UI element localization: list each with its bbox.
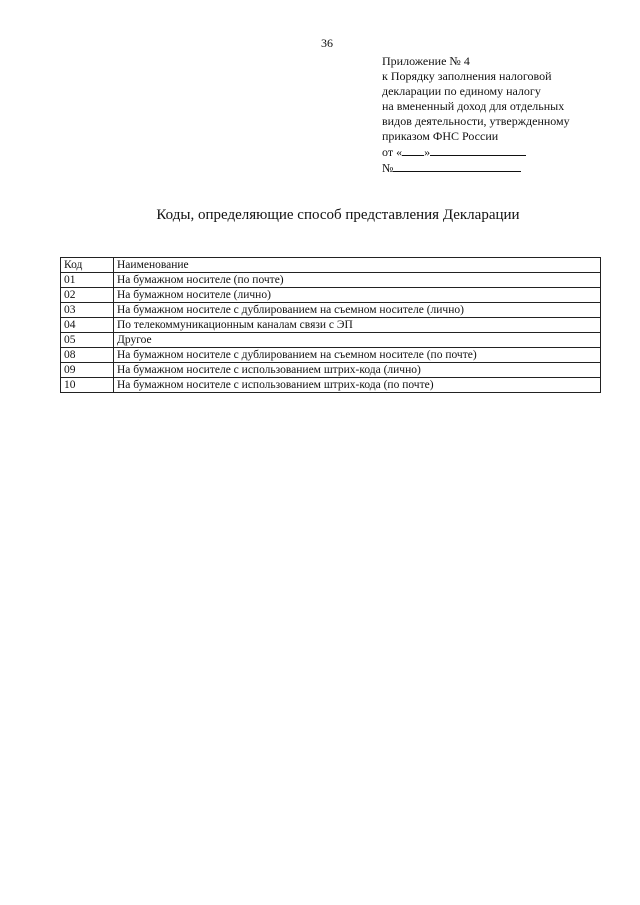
- row-code: 04: [61, 318, 114, 333]
- table-row: [61, 318, 601, 333]
- row-code: 03: [61, 303, 114, 318]
- row-name: На бумажном носителе с использованием штрих-кода (лично): [114, 363, 601, 378]
- table-row: [61, 303, 601, 318]
- date-mid: »: [424, 145, 431, 159]
- table-row: [61, 363, 601, 378]
- row-name: Другое: [114, 333, 601, 348]
- appendix-title: Приложение № 4: [382, 54, 470, 68]
- row-name: На бумажном носителе с использованием штрих-кода (по почте): [114, 378, 601, 393]
- row-name: На бумажном носителе (лично): [114, 288, 601, 303]
- row-code: 10: [61, 378, 114, 393]
- table-header-row: [61, 258, 601, 273]
- table-row: [61, 378, 601, 393]
- row-name: На бумажном носителе с дублированием на съемном носителе (по почте): [114, 348, 601, 363]
- row-code: 05: [61, 333, 114, 348]
- table-row: [61, 288, 601, 303]
- appendix-block: [382, 54, 632, 176]
- table-row: [61, 333, 601, 348]
- row-code: 01: [61, 273, 114, 288]
- row-code: 09: [61, 363, 114, 378]
- row-code: 08: [61, 348, 114, 363]
- row-name: На бумажном носителе с дублированием на съемном носителе (лично): [114, 303, 601, 318]
- date-prefix: от «: [382, 145, 403, 159]
- appendix-line: к Порядку заполнения налоговой: [382, 69, 552, 83]
- date-month-blank: [430, 144, 526, 156]
- appendix-line: декларации по единому налогу: [382, 84, 541, 98]
- page-title: Коды, определяющие способ представления Декларации: [156, 207, 520, 223]
- row-code: 02: [61, 288, 114, 303]
- codes-table: [60, 257, 601, 393]
- appendix-line: приказом ФНС России: [382, 129, 499, 143]
- date-day-blank: [402, 144, 424, 156]
- appendix-date-line: [382, 144, 632, 160]
- number-blank: [393, 160, 521, 172]
- row-name: По телекоммуникационным каналам связи с ЭП: [114, 318, 601, 333]
- table-row: [61, 273, 601, 288]
- appendix-number-line: [382, 160, 632, 176]
- number-prefix: №: [382, 161, 394, 175]
- row-name: На бумажном носителе (по почте): [114, 273, 601, 288]
- column-header-code: Код: [61, 258, 114, 273]
- appendix-line: видов деятельности, утвержденному: [382, 114, 570, 128]
- appendix-line: на вмененный доход для отдельных: [382, 99, 565, 113]
- page-number: 36: [321, 36, 333, 50]
- table-row: [61, 348, 601, 363]
- column-header-name: Наименование: [114, 258, 601, 273]
